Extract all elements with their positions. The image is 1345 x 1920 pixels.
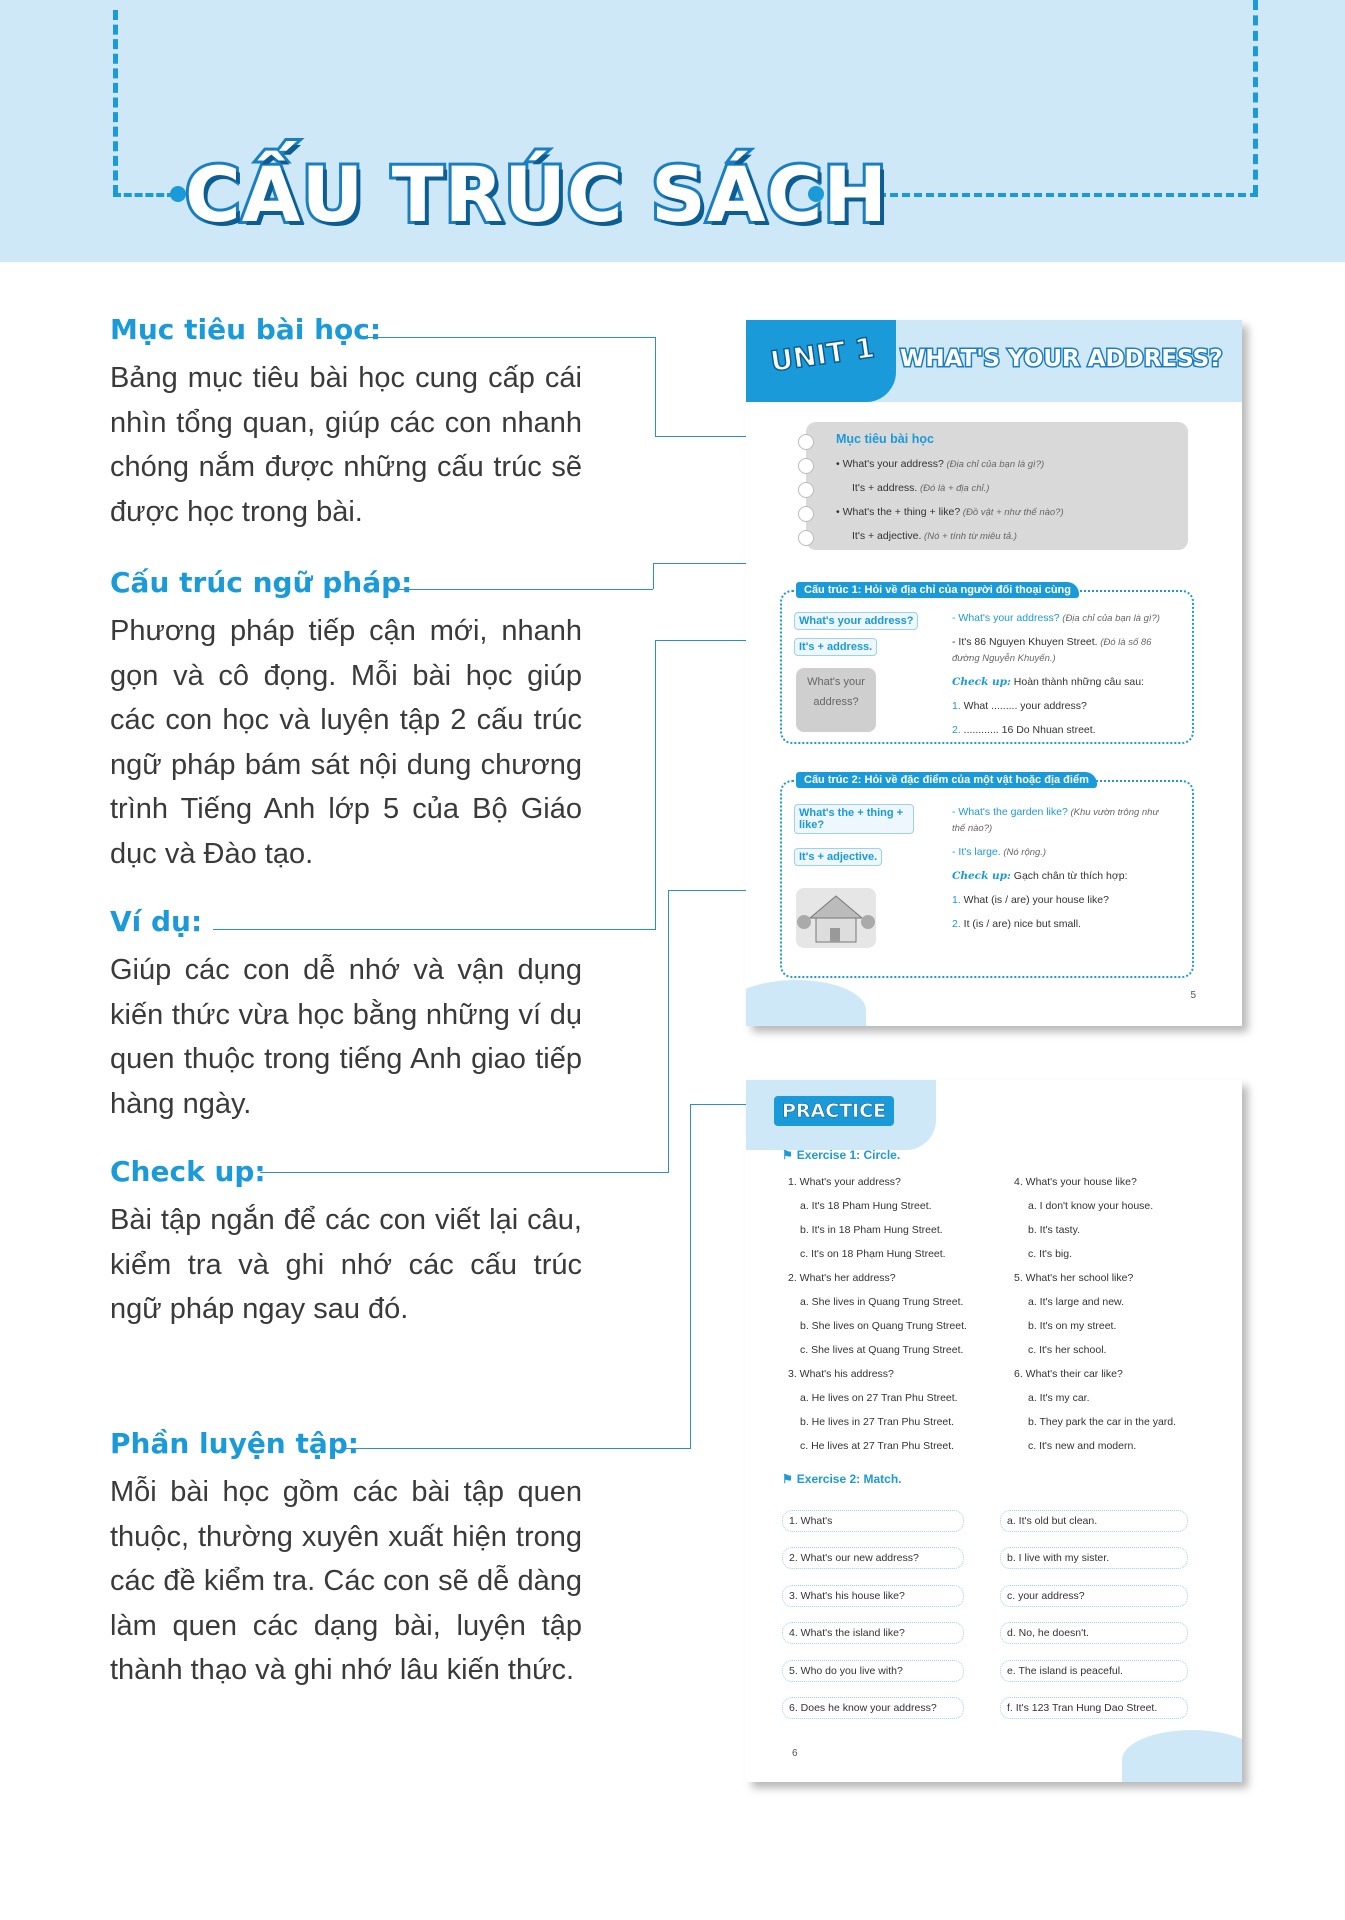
section-checkup (110, 1152, 582, 1332)
option: a. It's large and new. (1028, 1296, 1124, 1308)
binder-ring (798, 434, 814, 450)
match-right-item: c. your address? (1000, 1585, 1188, 1607)
grammar-label: Cấu trúc 1: Hỏi về địa chỉ của người đối thoại cùng (796, 582, 1079, 598)
binder-ring (798, 458, 814, 474)
checkup-item: 1. What (is / are) your house like? (952, 894, 1109, 906)
option: c. He lives at 27 Tran Phu Street. (800, 1440, 955, 1452)
match-left-item: 6. Does he know your address? (782, 1697, 964, 1719)
connector-line (213, 929, 655, 930)
connector-line (655, 337, 656, 437)
exercise-title: ⚑ Exercise 2: Match. (782, 1472, 902, 1486)
dashed-frame-bottom-left (113, 193, 175, 197)
option: a. She lives in Quang Trung Street. (800, 1296, 964, 1308)
exercise-title: ⚑ Exercise 1: Circle. (782, 1148, 901, 1162)
practice-label: PRACTICE (774, 1096, 894, 1126)
match-left-item: 3. What's his house like? (782, 1585, 964, 1607)
objective-line: • What's the + thing + like? (Đồ vật + như thế nào?) (836, 506, 1064, 518)
section-body: Bài tập ngắn để các con viết lại câu, kiểm tra và ghi nhớ các cấu trúc ngữ pháp ngay sau đó. (110, 1204, 582, 1325)
section-body: Bảng mục tiêu bài học cung cấp cái nhìn tổng quan, giúp các con nhanh chóng nắm được những cấu trúc sẽ được học trong bài. (110, 362, 582, 528)
binder-ring (798, 506, 814, 522)
binder-ring (798, 530, 814, 546)
grammar-box-1 (780, 584, 1194, 744)
checkup-item: 1. What ......... your address? (952, 700, 1087, 712)
structure-pill: It's + adjective. (794, 848, 882, 866)
option: a. I don't know your house. (1028, 1200, 1154, 1212)
option: b. He lives in 27 Tran Phu Street. (800, 1416, 955, 1428)
binder-ring (798, 482, 814, 498)
match-left-item: 4. What's the island like? (782, 1622, 964, 1644)
match-left-item: 5. Who do you live with? (782, 1660, 964, 1682)
connector-line (368, 337, 656, 338)
option: c. It's big. (1028, 1248, 1073, 1260)
section-practice (110, 1424, 582, 1693)
option: b. They park the car in the yard. (1028, 1416, 1177, 1428)
section-examples (110, 902, 582, 1126)
connector-line (260, 1172, 668, 1173)
checkup-line: Check up: Hoàn thành những câu sau: (952, 676, 1144, 688)
example-line: - It's large. (Nó rộng.) (952, 846, 1047, 858)
structure-pill: What's your address? (794, 612, 918, 630)
option: b. It's tasty. (1028, 1224, 1080, 1236)
objectives-title: Mục tiêu bài học (836, 432, 934, 446)
option: c. She lives at Quang Trung Street. (800, 1344, 964, 1356)
section-title: Check up: (110, 1155, 266, 1188)
dashed-frame-left (113, 10, 118, 195)
section-title: Mục tiêu bài học: (110, 313, 382, 346)
cloud-decoration (746, 980, 866, 1026)
dashed-frame-bottom-right (830, 193, 1258, 197)
sample-page-6 (746, 1080, 1242, 1782)
option: a. It's my car. (1028, 1392, 1090, 1404)
unit-number: UNIT 1 (768, 330, 877, 379)
connector-line (398, 589, 653, 590)
sample-page-5 (746, 320, 1242, 1026)
flag-icon: ⚑ (782, 1148, 793, 1162)
checkup-item: 2. It (is / are) nice but small. (952, 918, 1081, 930)
section-body: Giúp các con dễ nhớ và vận dụng kiến thức vừa học bằng những ví dụ quen thuộc trong tiếng Anh giao tiếp hàng ngày. (110, 954, 582, 1120)
option: b. It's on my street. (1028, 1320, 1117, 1332)
example-line: - What's the garden like? (Khu vườn trông như (952, 806, 1159, 818)
page-number: 5 (1190, 990, 1196, 1001)
question: 3. What's his address? (788, 1368, 894, 1380)
connector-line (653, 563, 654, 589)
page-number: 6 (792, 1748, 798, 1759)
example-line: thế nào?) (952, 823, 993, 834)
section-title: Cấu trúc ngữ pháp: (110, 566, 413, 599)
match-left-item: 2. What's our new address? (782, 1547, 964, 1569)
section-title: Phần luyện tập: (110, 1427, 360, 1460)
section-body: Mỗi bài học gồm các bài tập quen thuộc, thường xuyên xuất hiện trong các đề kiểm tra. Các con sẽ dễ dàng làm quen các dạng bài, luyện tập thành thạo và ghi nhớ lâu kiến thức. (110, 1476, 582, 1686)
grammar-label: Cấu trúc 2: Hỏi về đặc điểm của một vật hoặc địa điểm (796, 772, 1097, 788)
section-title: Ví dụ: (110, 905, 203, 938)
match-left-item: 1. What's (782, 1510, 964, 1532)
example-line: - What's your address? (Địa chỉ của bạn là gì?) (952, 612, 1160, 624)
checkup-line: Check up: Gạch chân từ thích hợp: (952, 870, 1128, 882)
section-grammar (110, 563, 582, 876)
question: 2. What's her address? (788, 1272, 896, 1284)
option: b. It's in 18 Pham Hung Street. (800, 1224, 943, 1236)
dashed-frame-right (1253, 0, 1258, 195)
question: 4. What's your house like? (1014, 1176, 1137, 1188)
match-right-item: f. It's 123 Tran Hung Dao Street. (1000, 1697, 1188, 1719)
connector-line (655, 640, 656, 930)
grammar-box-2 (780, 774, 1194, 978)
question: 5. What's her school like? (1014, 1272, 1134, 1284)
question: 1. What's your address? (788, 1176, 901, 1188)
option: b. She lives on Quang Trung Street. (800, 1320, 967, 1332)
match-right-item: a. It's old but clean. (1000, 1510, 1188, 1532)
match-right-item: b. I live with my sister. (1000, 1547, 1188, 1569)
objective-line: It's + address. (Đó là + địa chỉ.) (852, 482, 990, 494)
question: 6. What's their car like? (1014, 1368, 1123, 1380)
option: c. It's her school. (1028, 1344, 1107, 1356)
structure-pill: It's + address. (794, 638, 877, 656)
cloud-decoration (1122, 1730, 1242, 1782)
option: a. He lives on 27 Tran Phu Street. (800, 1392, 958, 1404)
page-title: CẤU TRÚC SÁCH (185, 150, 889, 239)
option: c. It's new and modern. (1028, 1440, 1137, 1452)
match-right-item: d. No, he doesn't. (1000, 1622, 1188, 1644)
house-illustration (796, 888, 876, 948)
objective-line: It's + adjective. (Nó + tính từ miêu tả.) (852, 530, 1017, 542)
connector-line (668, 890, 669, 1173)
section-body: Phương pháp tiếp cận mới, nhanh gọn và cô đọng. Mỗi bài học giúp các con học và luyện tập 2 cấu trúc ngữ pháp bám sát nội dung chương trình Tiếng Anh lớp 5 của Bộ Giáo dục và Đào tạo. (110, 615, 582, 870)
match-right-item: e. The island is peaceful. (1000, 1660, 1188, 1682)
example-line: đường Nguyễn Khuyến.) (952, 653, 1056, 664)
connector-line (345, 1448, 690, 1449)
objectives-box (806, 422, 1188, 550)
checkup-item: 2. ............ 16 Do Nhuan street. (952, 724, 1096, 736)
flag-icon: ⚑ (782, 1472, 793, 1486)
section-objectives (110, 310, 582, 534)
option: c. It's on 18 Phạm Hung Street. (800, 1248, 946, 1260)
structure-pill: What's the + thing + like? (794, 804, 914, 834)
unit-title: WHAT'S YOUR ADDRESS? (900, 346, 1223, 372)
dot-left (170, 186, 186, 202)
connector-line (690, 1104, 691, 1449)
illustration: What's your address? (796, 668, 876, 732)
objective-line: • What's your address? (Địa chỉ của bạn là gì?) (836, 458, 1045, 470)
option: a. It's 18 Pham Hung Street. (800, 1200, 932, 1212)
house-icon (796, 888, 876, 948)
example-line: - It's 86 Nguyen Khuyen Street. (Đó là số 86 (952, 636, 1152, 648)
